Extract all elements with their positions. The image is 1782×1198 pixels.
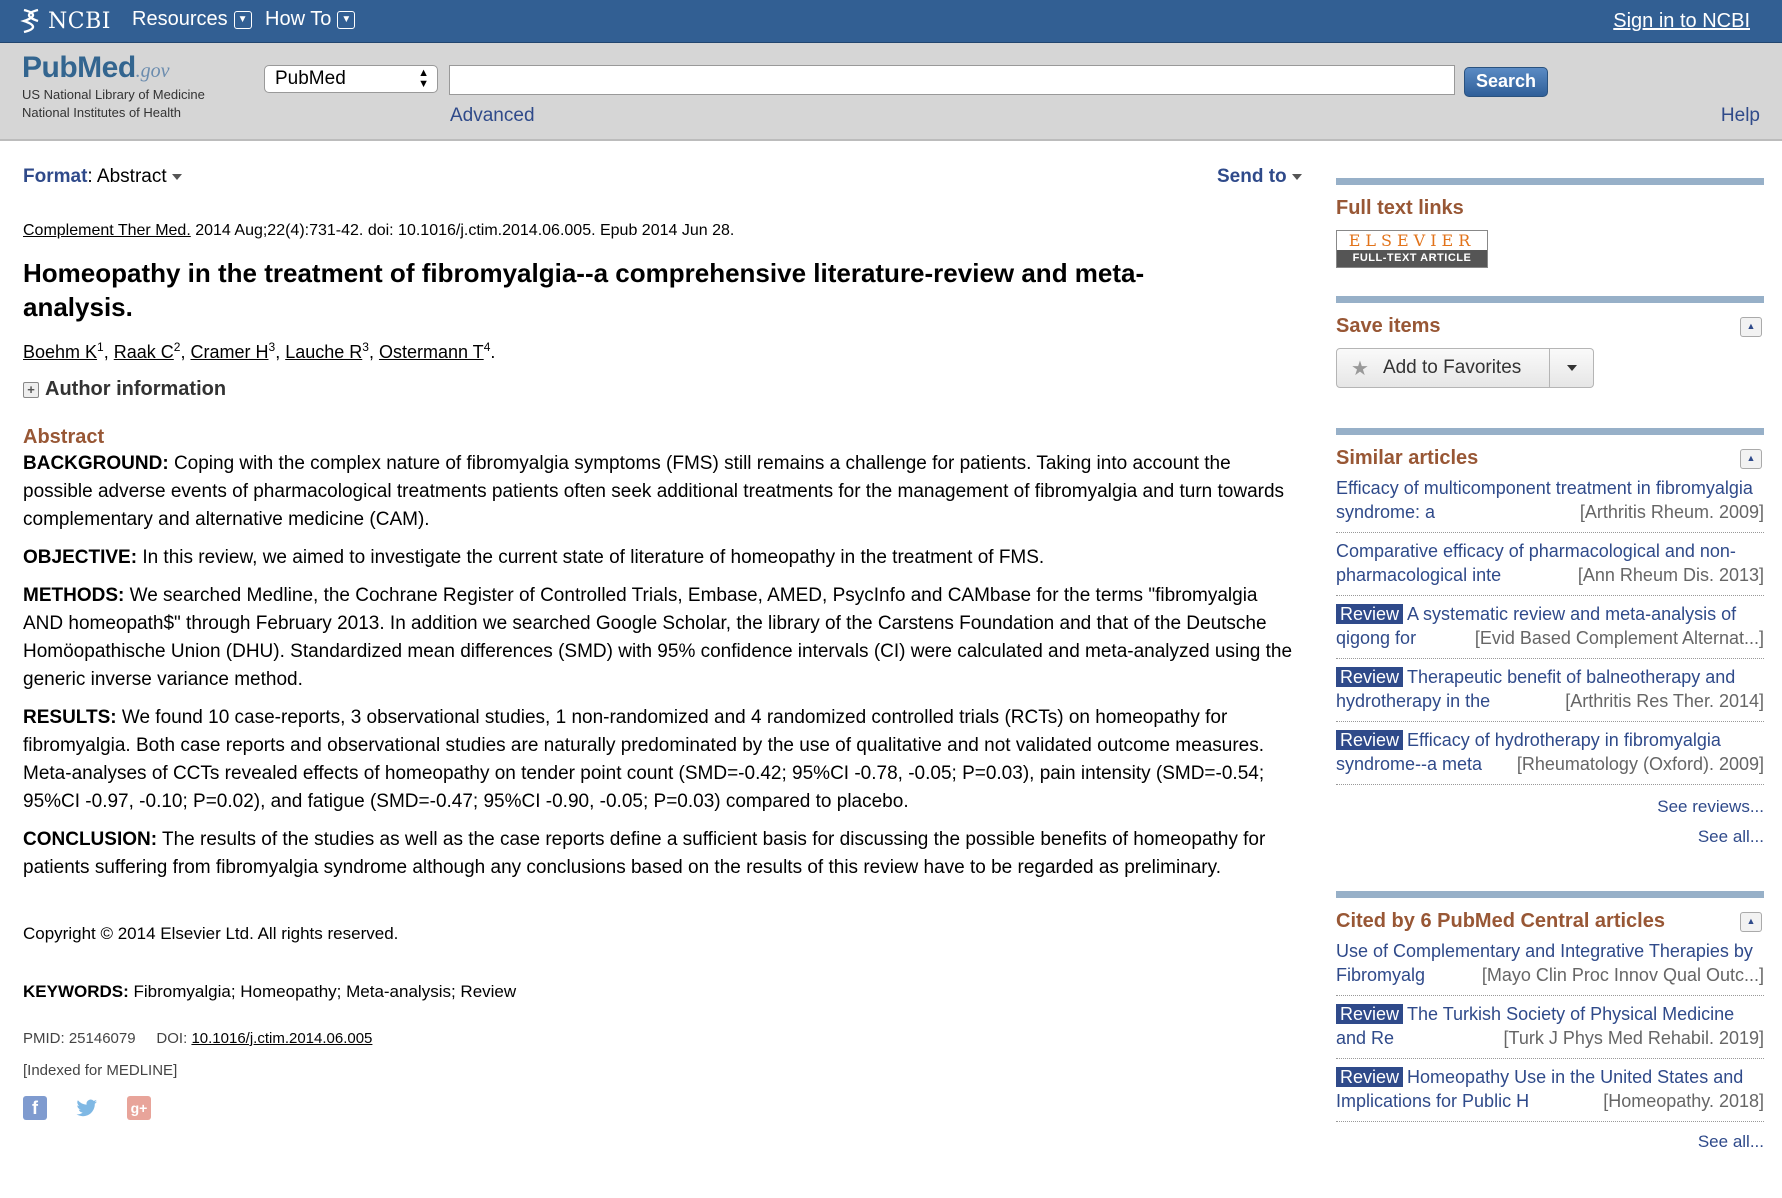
abstract-section-text: We searched Medline, the Cochrane Register of Controlled Trials, Embase, AMED, PsycInfo and CAMbase for the terms "fibromyalgia AND homeopath$" through February 2013. In addition we searched Google Scholar, the library of the Carstens Foundation and that of the Deutsche Homöopathische Union (DHU). Standardized mean differences (SMD) with 95% confidence intervals (CI) were calculated and meta-analyzed using the generic inverse variance method. <box>23 585 1293 690</box>
send-to-label: Send to <box>1217 166 1287 187</box>
how-to-menu[interactable] <box>265 8 355 31</box>
see-all-similar-link[interactable]: See all... <box>1697 827 1764 846</box>
chevron-down-icon: ▼ <box>337 11 355 29</box>
review-badge: Review <box>1336 1004 1403 1024</box>
abstract-section-text: The results of the studies as well as the case reports define a sufficient basis for discussing the possible benefits of homeopathy for patients suffering from fibromyalgia syndrome although any conclusions based on the results of this review have to be regarded as preliminary. <box>23 829 1266 878</box>
author-information-label: Author information <box>45 378 227 400</box>
author-link[interactable]: Boehm K <box>23 342 98 362</box>
abstract-body <box>23 450 1293 892</box>
ncbi-logo-text: NCBI <box>48 8 111 34</box>
database-select-value: PubMed <box>275 68 346 89</box>
abstract-section-label: CONCLUSION: <box>23 829 158 850</box>
article-source: [Arthritis Rheum. 2009] <box>1579 502 1764 522</box>
abstract-section <box>23 450 1293 534</box>
format-label: Format <box>23 166 88 187</box>
journal-link[interactable]: Complement Ther Med. <box>23 222 191 239</box>
send-to-menu[interactable] <box>1217 166 1302 188</box>
doi-link[interactable]: 10.1016/j.ctim.2014.06.005 <box>191 1030 373 1047</box>
article-source: [Mayo Clin Proc Innov Qual Outc...] <box>1481 965 1764 985</box>
abstract-heading: Abstract <box>23 426 105 448</box>
article-title-link[interactable]: Efficacy of multicomponent treatment in fibromyalgia syndrome: a <box>1336 478 1753 522</box>
article-title-link[interactable]: The Turkish Society of Physical Medicine and Re <box>1336 1004 1735 1048</box>
author-affiliation: 3 <box>268 340 276 354</box>
see-all-cited-link[interactable]: See all... <box>1697 1132 1764 1151</box>
article-item[interactable] <box>1336 533 1764 596</box>
ncbi-helix-icon <box>20 7 44 35</box>
abstract-section <box>23 582 1293 694</box>
search-button[interactable]: Search <box>1464 67 1548 97</box>
article-title-link[interactable]: Homeopathy Use in the United States and Implications for Public H <box>1336 1067 1744 1111</box>
review-badge: Review <box>1336 604 1403 624</box>
sign-in-link[interactable]: Sign in to NCBI <box>1613 10 1750 32</box>
review-badge: Review <box>1336 667 1403 687</box>
divider <box>1336 891 1764 898</box>
abstract-section <box>23 826 1293 882</box>
indexed-for-medline: [Indexed for MEDLINE] <box>23 1062 178 1079</box>
article-title-link[interactable]: Use of Complementary and Integrative Therapies by Fibromyalg <box>1336 941 1753 985</box>
keywords-value: Fibromyalgia; Homeopathy; Meta-analysis; Review <box>133 982 517 1001</box>
help-link[interactable]: Help <box>1720 105 1760 126</box>
elsevier-logo-text: ELSEVIER <box>1348 231 1476 250</box>
full-text-links-heading: Full text links <box>1336 197 1464 219</box>
save-items-section <box>1336 315 1764 338</box>
copyright: Copyright © 2014 Elsevier Ltd. All rights reserved. <box>23 924 399 943</box>
right-sidebar <box>1336 178 1764 1152</box>
article-item[interactable] <box>1336 722 1764 785</box>
cited-by-heading: Cited by 6 PubMed Central articles <box>1336 910 1665 932</box>
ncbi-logo[interactable] <box>20 6 111 36</box>
chevron-down-icon: ▼ <box>234 11 252 29</box>
article-title-link[interactable]: Comparative efficacy of pharmacological and non-pharmacological inte <box>1336 541 1736 585</box>
caret-down-icon <box>172 174 182 180</box>
database-select[interactable] <box>264 65 438 93</box>
author-information-toggle[interactable] <box>23 378 226 401</box>
article-source: [Homeopathy. 2018] <box>1603 1091 1764 1111</box>
abstract-section-label: BACKGROUND: <box>23 453 169 474</box>
doi-label: DOI: <box>156 1030 188 1047</box>
abstract-section <box>23 544 1293 572</box>
resources-label: Resources <box>132 8 228 30</box>
keywords-label: KEYWORDS: <box>23 982 129 1001</box>
save-items-heading: Save items <box>1336 315 1441 337</box>
article-item[interactable] <box>1336 996 1764 1059</box>
elsevier-full-text-link[interactable] <box>1336 230 1488 268</box>
how-to-label: How To <box>265 8 332 30</box>
author-link[interactable]: Ostermann T <box>378 342 484 362</box>
facebook-icon[interactable]: f <box>23 1096 47 1120</box>
cited-by-list <box>1336 933 1764 1122</box>
pubmed-header <box>0 43 1782 141</box>
logo-sub-1: US National Library of Medicine <box>22 87 205 102</box>
google-plus-icon[interactable]: g+ <box>127 1096 151 1120</box>
similar-articles-heading: Similar articles <box>1336 447 1479 469</box>
author-affiliation: 4 <box>483 340 491 354</box>
plus-icon: + <box>23 382 39 398</box>
advanced-search-link[interactable]: Advanced <box>450 105 535 126</box>
abstract-section-text: In this review, we aimed to investigate the current state of literature of homeopathy in the treatment of FMS. <box>142 547 1045 568</box>
elsevier-subtitle: FULL-TEXT ARTICLE <box>1337 250 1487 267</box>
similar-articles-list <box>1336 470 1764 785</box>
article-title-link[interactable]: A systematic review and meta-analysis of qigong for <box>1336 604 1737 648</box>
caret-down-icon <box>1567 365 1577 371</box>
citation-details: 2014 Aug;22(4):731-42. doi: 10.1016/j.ctim.2014.06.005. Epub 2014 Jun 28. <box>195 222 735 239</box>
format-value: Abstract <box>96 166 167 187</box>
article-item[interactable] <box>1336 1059 1764 1122</box>
article-item[interactable] <box>1336 659 1764 722</box>
abstract-section-text: We found 10 case-reports, 3 observational studies, 1 non-randomized and 4 randomized controlled trials (RCTs) on homeopathy for fibromyalgia. Both case reports and observational studies are naturally predominated by the use of qualitative and not validated outcome measures. Meta-analyses of CCTs revealed effects of homeopathy on tender point count (SMD=-0.42; 95%CI -0.78, -0.05; P=0.03), pain intensity (SMD=-0.54; 95%CI -0.97, -0.10; P=0.02), and fatigue (SMD=-0.47; 95%CI -0.90, -0.05; P=0.03) compared to placebo. <box>23 707 1265 812</box>
abstract-section-label: RESULTS: <box>23 707 117 728</box>
article-source: [Arthritis Res Ther. 2014] <box>1565 691 1764 711</box>
pmid: PMID: 25146079 <box>23 1030 136 1047</box>
collapse-icon[interactable]: ▲ <box>1740 317 1762 337</box>
divider <box>1336 296 1764 303</box>
abstract-section <box>23 704 1293 816</box>
logo-word: PubMed <box>22 51 136 84</box>
article-source: [Turk J Phys Med Rehabil. 2019] <box>1503 1028 1764 1048</box>
search-input[interactable] <box>449 65 1455 95</box>
abstract-section-label: OBJECTIVE: <box>23 547 138 568</box>
author-affiliation: 2 <box>173 340 181 354</box>
twitter-icon[interactable] <box>75 1096 99 1120</box>
cited-by-section <box>1336 910 1764 933</box>
ncbi-top-bar <box>0 0 1782 43</box>
author-affiliation: 3 <box>362 340 369 354</box>
star-icon: ★ <box>1351 357 1369 380</box>
see-reviews-link[interactable]: See reviews... <box>1657 797 1764 816</box>
author-affiliation: 1 <box>97 340 104 354</box>
author-list: Boehm $K^1$, Raak $C^2$, Cramer $H^3$, Lauche $R^3$, Ostermann $T^4$. <box>23 340 496 362</box>
pubmed-logo[interactable] <box>22 51 222 121</box>
article-source: [Rheumatology (Oxford). 2009] <box>1516 754 1764 774</box>
review-badge: Review <box>1336 1067 1403 1087</box>
article-item[interactable] <box>1336 933 1764 996</box>
abstract-section-text: Coping with the complex nature of fibromyalgia symptoms (FMS) still remains a challenge for patients. Taking into account the possible adverse events of pharmacological treatments patients often seek additional treatments for the management of fibromyalgia and turn towards complementary and alternative medicine (CAM). <box>23 453 1285 530</box>
caret-down-icon <box>1292 174 1302 180</box>
author-link[interactable]: Cramer H <box>190 342 269 362</box>
article-title-link[interactable]: Therapeutic benefit of balneotherapy and hydrotherapy in the <box>1336 667 1736 711</box>
collapse-icon[interactable]: ▲ <box>1740 449 1762 469</box>
abstract-section-label: METHODS: <box>23 585 125 606</box>
collapse-icon[interactable]: ▲ <box>1740 912 1762 932</box>
favorites-control <box>1336 348 1764 388</box>
article-source: [Ann Rheum Dis. 2013] <box>1577 565 1764 585</box>
article-title-link[interactable]: Efficacy of hydrotherapy in fibromyalgia syndrome--a meta <box>1336 730 1721 774</box>
select-arrows-icon: ▲ ▼ <box>418 67 429 90</box>
logo-suffix: .gov <box>135 60 170 82</box>
article-ids <box>23 1030 372 1047</box>
add-to-favorites-label: Add to Favorites <box>1382 357 1522 378</box>
article-source: [Evid Based Complement Alternat...] <box>1474 628 1764 648</box>
format-selector[interactable]: Format: Abstract <box>23 166 182 188</box>
logo-sub-2: National Institutes of Health <box>22 105 181 120</box>
author-link[interactable]: Lauche R <box>285 342 363 362</box>
favorites-dropdown[interactable] <box>1550 348 1594 388</box>
add-to-favorites-button[interactable] <box>1336 348 1550 388</box>
similar-articles-section <box>1336 447 1764 470</box>
resources-menu[interactable] <box>132 8 252 31</box>
social-share <box>23 1096 151 1120</box>
author-link[interactable]: Raak C <box>113 342 174 362</box>
citation <box>23 222 734 240</box>
review-badge: Review <box>1336 730 1403 750</box>
article-title: Homeopathy in the treatment of fibromyalgia--a comprehensive literature-review and meta-analysis. <box>23 258 1145 322</box>
article-item[interactable] <box>1336 470 1764 533</box>
article-item[interactable] <box>1336 596 1764 659</box>
divider <box>1336 178 1764 185</box>
divider <box>1336 428 1764 435</box>
keywords <box>23 982 516 1002</box>
